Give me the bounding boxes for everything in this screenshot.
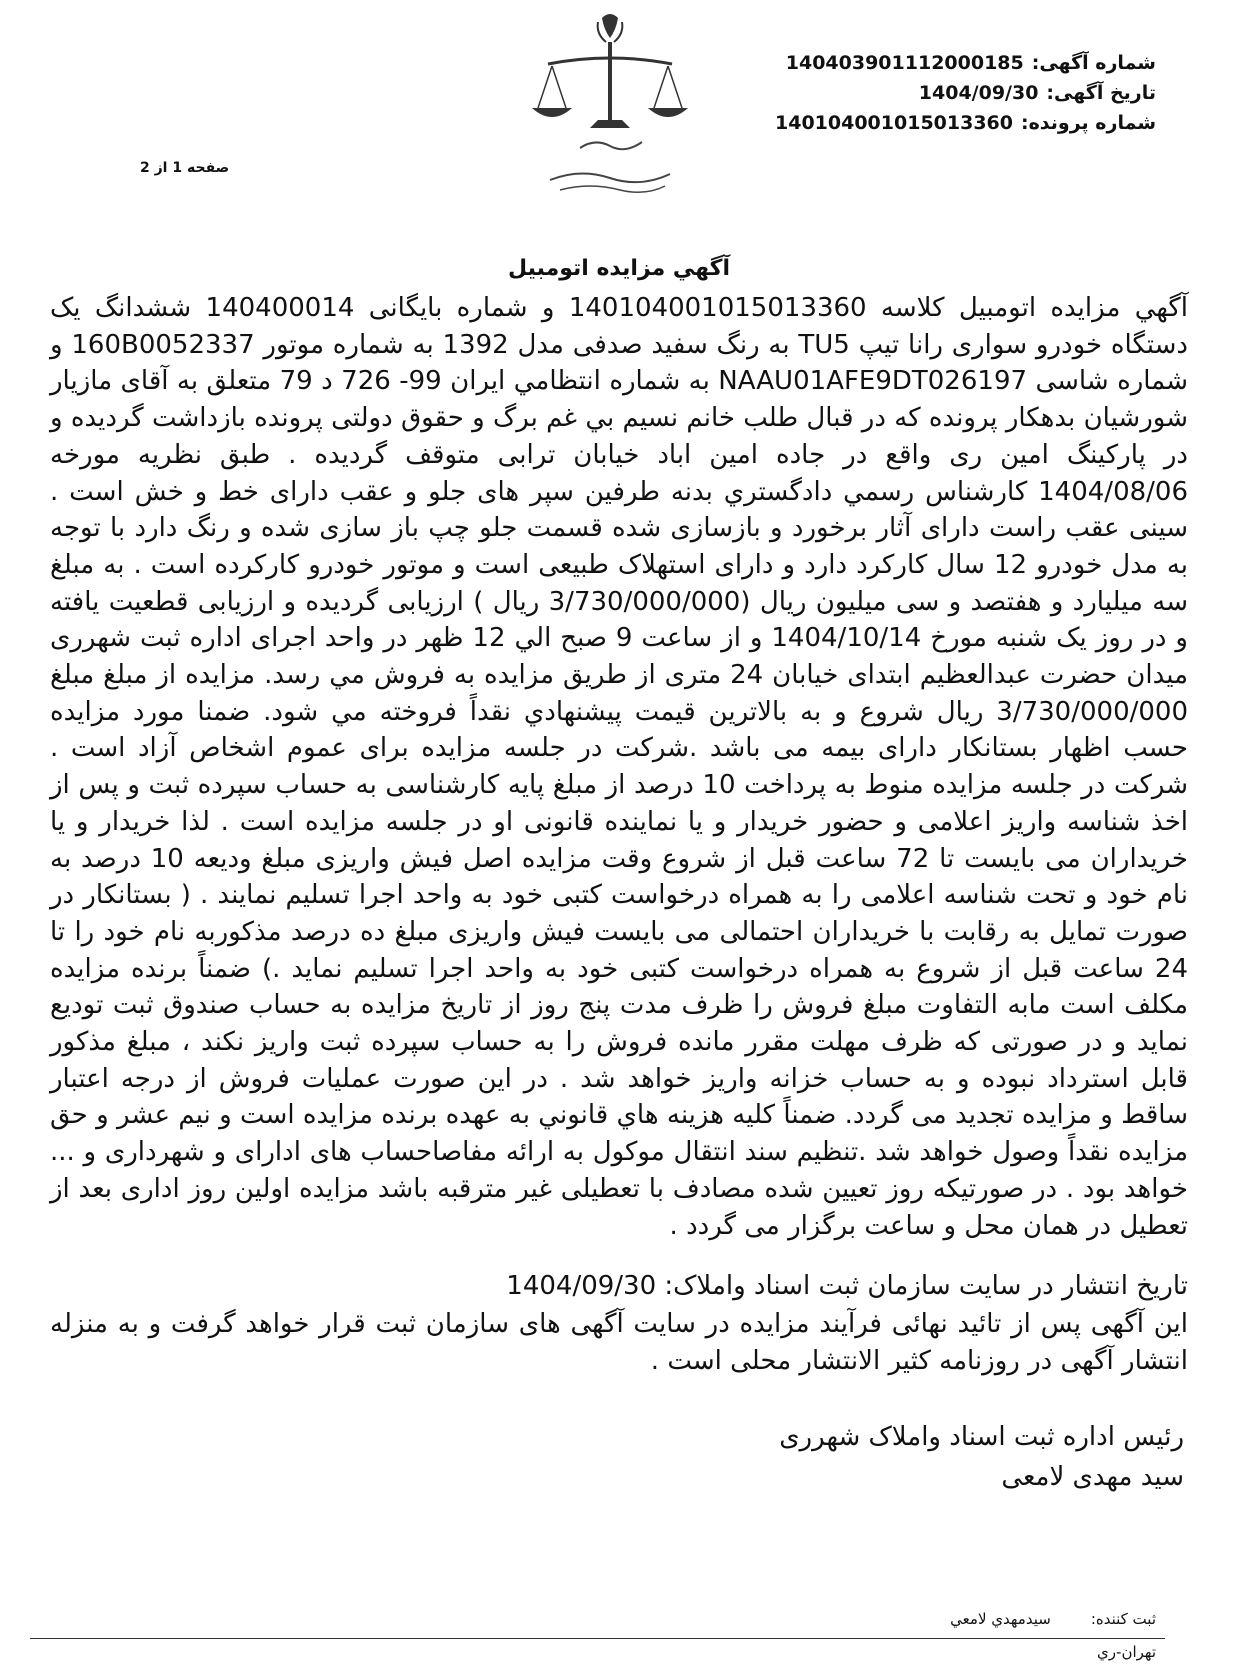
case-number-value: 140104001015013360 bbox=[775, 112, 1013, 134]
signature-title: رئیس اداره ثبت اسناد واملاک شهرری bbox=[779, 1422, 1184, 1452]
notice-number-row bbox=[736, 48, 1156, 78]
notice-main-paragraph: آگهي مزايده اتومبيل كلاسه 140104001015013360 و شماره بایگانی 140400014 ششدانگ یک دستگاه خودرو سواری رانا تیپ TU5 به رنگ سفید صدفی مدل 1392 به شماره موتور 160B0052337 و شماره شاسی NAAU01AFE9DT026197 به شماره انتظامي ايران 99- 726 د 79 متعلق به آقای مازیار شورشیان بدهکار پرونده که در قبال طلب خانم نسیم بي غم برگ و حقوق دولتی پرونده بازداشت گردیده و در پارکینگ امین ری واقع در جاده امین اباد خیابان ترابی متوقف گردیده . طبق نظریه مورخه 1404/08/06 کارشناس رسمي دادگستري بدنه طرفین سپر های جلو و عقب دارای خط و خش است . سینی عقب راست دارای آثار برخورد و بازسازی شده قسمت جلو چپ باز سازی شده و رنگ دارد با توجه به مدل خودرو 12 سال کارکرد دارد و دارای استهلاک طبیعی است و موتور خودرو کارکرده است . به مبلغ سه میلیارد و هفتصد و سی میلیون ریال (3/730/000/000 ریال ) ارزیابی گردیده و ارزیابی قطعیت یافته و در روز یک شنبه مورخ 1404/10/14 و از ساعت 9 صبح الي 12 ظهر در واحد اجرای اداره ثبت شهرری میدان حضرت عبدالعظیم ابتدای خیابان 24 متری از طريق مزايده به فروش مي رسد. مزايده از مبلغ مبلغ 3/730/000/000 ريال شروع و به بالاترين قيمت پيشنهادي نقداً فروخته مي شود. ضمنا مورد مزایده حسب اظهار بستانکار دارای بیمه می باشد .شرکت در جلسه مزایده برای عموم اشخاص آزاد است . شرکت در جلسه مزایده منوط به پرداخت 10 درصد از مبلغ پایه کارشناسی به حساب سپرده ثبت و پس از اخذ شناسه واریز اعلامی و حضور خریدار و یا نماینده قانونی او در جلسه مزایده است . لذا خریدار و یا خریداران می بایست تا 72 ساعت قبل از شروع وقت مزایده اصل فیش واریزی مبلغ ودیعه 10 درصد به نام خود و تحت شناسه اعلامی را به همراه درخواست کتبی خود به واحد اجرا تسلیم نمایند . ( بستانکار در صورت تمایل به رقابت با خریداران احتمالی می بایست فیش واریزی مبلغ ده درصد مذکوربه نام خود را تا 24 ساعت قبل از شروع به همراه درخواست کتبی خود به واحد اجرا تسلیم نماید .) ضمناً برنده مزایده مکلف است مابه التفاوت مبلغ فروش را ظرف مدت پنج روز از تاریخ مزایده به حساب صندوق ثبت تودیع نماید و در صورتی که ظرف مهلت مقرر مانده فروش را به حساب سپرده ثبت واریز نکند ، مبلغ مذکور قابل استرداد نبوده و به حساب خزانه واریز خواهد شد . در این صورت عملیات فروش از درجه اعتبار ساقط و مزایده تجدید می گردد. ضمناً کليه هزينه هاي قانوني به عهده برنده مزايده است و نيم عشر و حق مزايده نقداً وصول خواهد شد .تنظیم سند انتقال موکول به ارائه مفاصاحساب های ادارای و شهرداری و ... خواهد بود . در صورتیکه روز تعیین شده مصادف با تعطیلی غیر مترقبه باشد مزایده اولین روز اداری بعد از تعطیل در همان محل و ساعت برگزار می گردد . bbox=[50, 293, 1189, 1241]
final-note: این آگهی پس از تائید نهائی فرآیند مزایده در سایت آگهی های سازمان ثبت قرار خواهد گرفت و به منزله انتشار آگهی در روزنامه کثیر الانتشار محلی است . bbox=[50, 1309, 1188, 1376]
notice-date-value: 1404/09/30 bbox=[918, 82, 1039, 104]
registrar-row bbox=[756, 1610, 1156, 1628]
notice-date-row bbox=[736, 78, 1156, 108]
notice-header bbox=[736, 48, 1156, 138]
signature-block bbox=[684, 1417, 1184, 1497]
case-number-row bbox=[736, 108, 1156, 138]
case-number-label: شماره پرونده: bbox=[1020, 112, 1156, 134]
judiciary-logo bbox=[520, 8, 700, 208]
city-label: تهران-ري bbox=[1097, 1643, 1156, 1661]
notice-body bbox=[50, 290, 1188, 1244]
notice-number-label: شماره آگهی: bbox=[1031, 52, 1156, 74]
publish-date-line: تاریخ انتشار در سایت سازمان ثبت اسناد واملاک: 1404/09/30 bbox=[506, 1271, 1188, 1301]
signature-name: سید مهدی لامعی bbox=[1001, 1462, 1184, 1492]
footer-divider bbox=[30, 1638, 1165, 1639]
registrar-label: ثبت کننده: bbox=[1090, 1610, 1156, 1628]
page-number: صفحه 1 از 2 bbox=[140, 160, 230, 176]
notice-title: آگهي مزايده اتومبيل bbox=[507, 256, 731, 281]
notice-date-label: تاریخ آگهی: bbox=[1046, 82, 1156, 104]
notice-number-value: 140403901112000185 bbox=[785, 52, 1024, 74]
registrar-name: سیدمهدي لامعي bbox=[950, 1610, 1051, 1628]
scales-of-justice-icon bbox=[520, 8, 700, 208]
